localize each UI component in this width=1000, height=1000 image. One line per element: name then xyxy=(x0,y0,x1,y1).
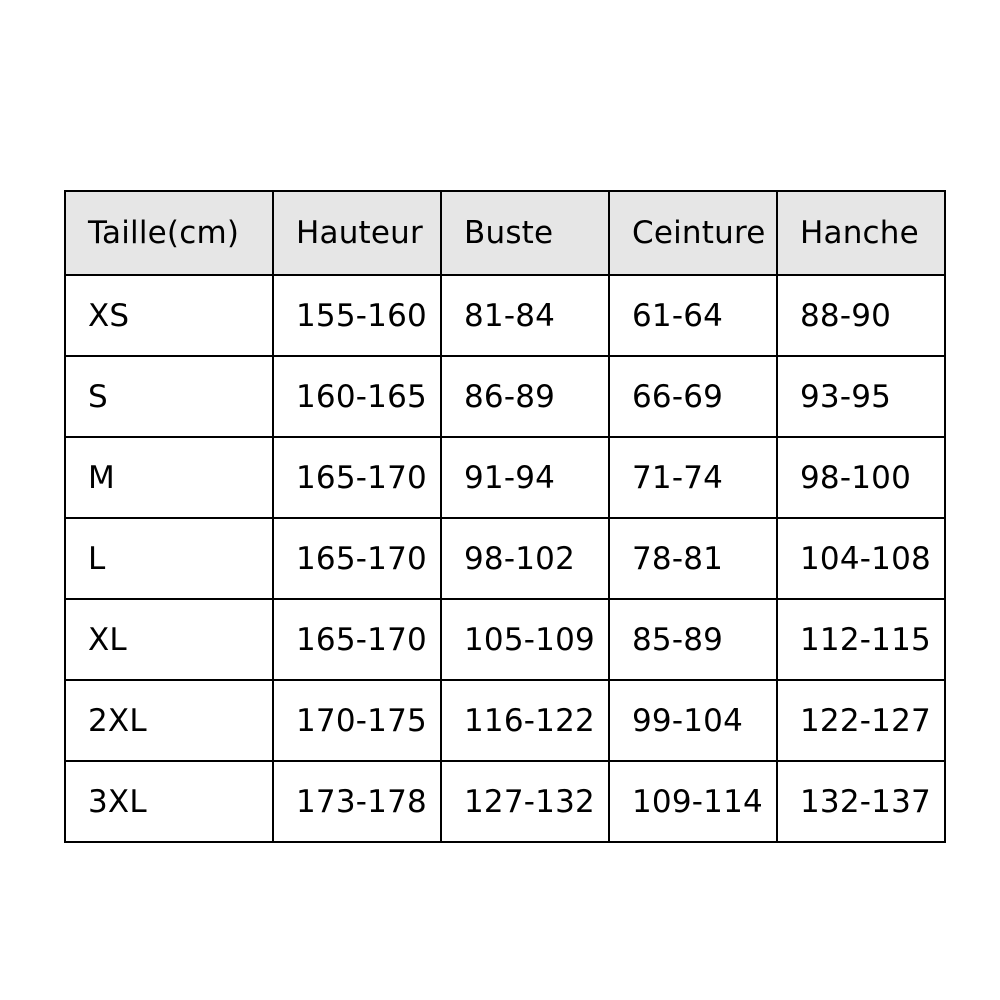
cell-hip: 122-127 xyxy=(777,680,945,761)
cell-hip: 132-137 xyxy=(777,761,945,842)
cell-height: 173-178 xyxy=(273,761,441,842)
cell-size: S xyxy=(65,356,273,437)
cell-height: 165-170 xyxy=(273,599,441,680)
cell-hip: 104-108 xyxy=(777,518,945,599)
cell-waist: 109-114 xyxy=(609,761,777,842)
cell-bust: 98-102 xyxy=(441,518,609,599)
cell-hip: 88-90 xyxy=(777,275,945,356)
cell-size: XS xyxy=(65,275,273,356)
size-chart-table xyxy=(64,190,946,843)
table-body xyxy=(65,275,945,842)
table-header xyxy=(65,191,945,275)
cell-waist: 61-64 xyxy=(609,275,777,356)
cell-hip: 112-115 xyxy=(777,599,945,680)
cell-size: XL xyxy=(65,599,273,680)
cell-height: 165-170 xyxy=(273,518,441,599)
cell-bust: 81-84 xyxy=(441,275,609,356)
column-header-bust: Buste xyxy=(441,191,609,275)
table-row xyxy=(65,356,945,437)
cell-waist: 85-89 xyxy=(609,599,777,680)
cell-waist: 99-104 xyxy=(609,680,777,761)
cell-height: 165-170 xyxy=(273,437,441,518)
cell-waist: 71-74 xyxy=(609,437,777,518)
cell-bust: 127-132 xyxy=(441,761,609,842)
table-header-row xyxy=(65,191,945,275)
cell-size: L xyxy=(65,518,273,599)
table-row xyxy=(65,518,945,599)
cell-bust: 116-122 xyxy=(441,680,609,761)
column-header-size: Taille(cm) xyxy=(65,191,273,275)
column-header-height: Hauteur xyxy=(273,191,441,275)
cell-hip: 93-95 xyxy=(777,356,945,437)
column-header-hip: Hanche xyxy=(777,191,945,275)
cell-bust: 91-94 xyxy=(441,437,609,518)
cell-hip: 98-100 xyxy=(777,437,945,518)
table-row xyxy=(65,437,945,518)
table-row xyxy=(65,599,945,680)
cell-size: M xyxy=(65,437,273,518)
cell-waist: 78-81 xyxy=(609,518,777,599)
table-row xyxy=(65,680,945,761)
cell-bust: 105-109 xyxy=(441,599,609,680)
cell-height: 160-165 xyxy=(273,356,441,437)
cell-height: 170-175 xyxy=(273,680,441,761)
cell-height: 155-160 xyxy=(273,275,441,356)
cell-size: 2XL xyxy=(65,680,273,761)
cell-bust: 86-89 xyxy=(441,356,609,437)
column-header-waist: Ceinture xyxy=(609,191,777,275)
table-row xyxy=(65,761,945,842)
cell-size: 3XL xyxy=(65,761,273,842)
table-row xyxy=(65,275,945,356)
size-chart-container xyxy=(64,190,944,843)
cell-waist: 66-69 xyxy=(609,356,777,437)
